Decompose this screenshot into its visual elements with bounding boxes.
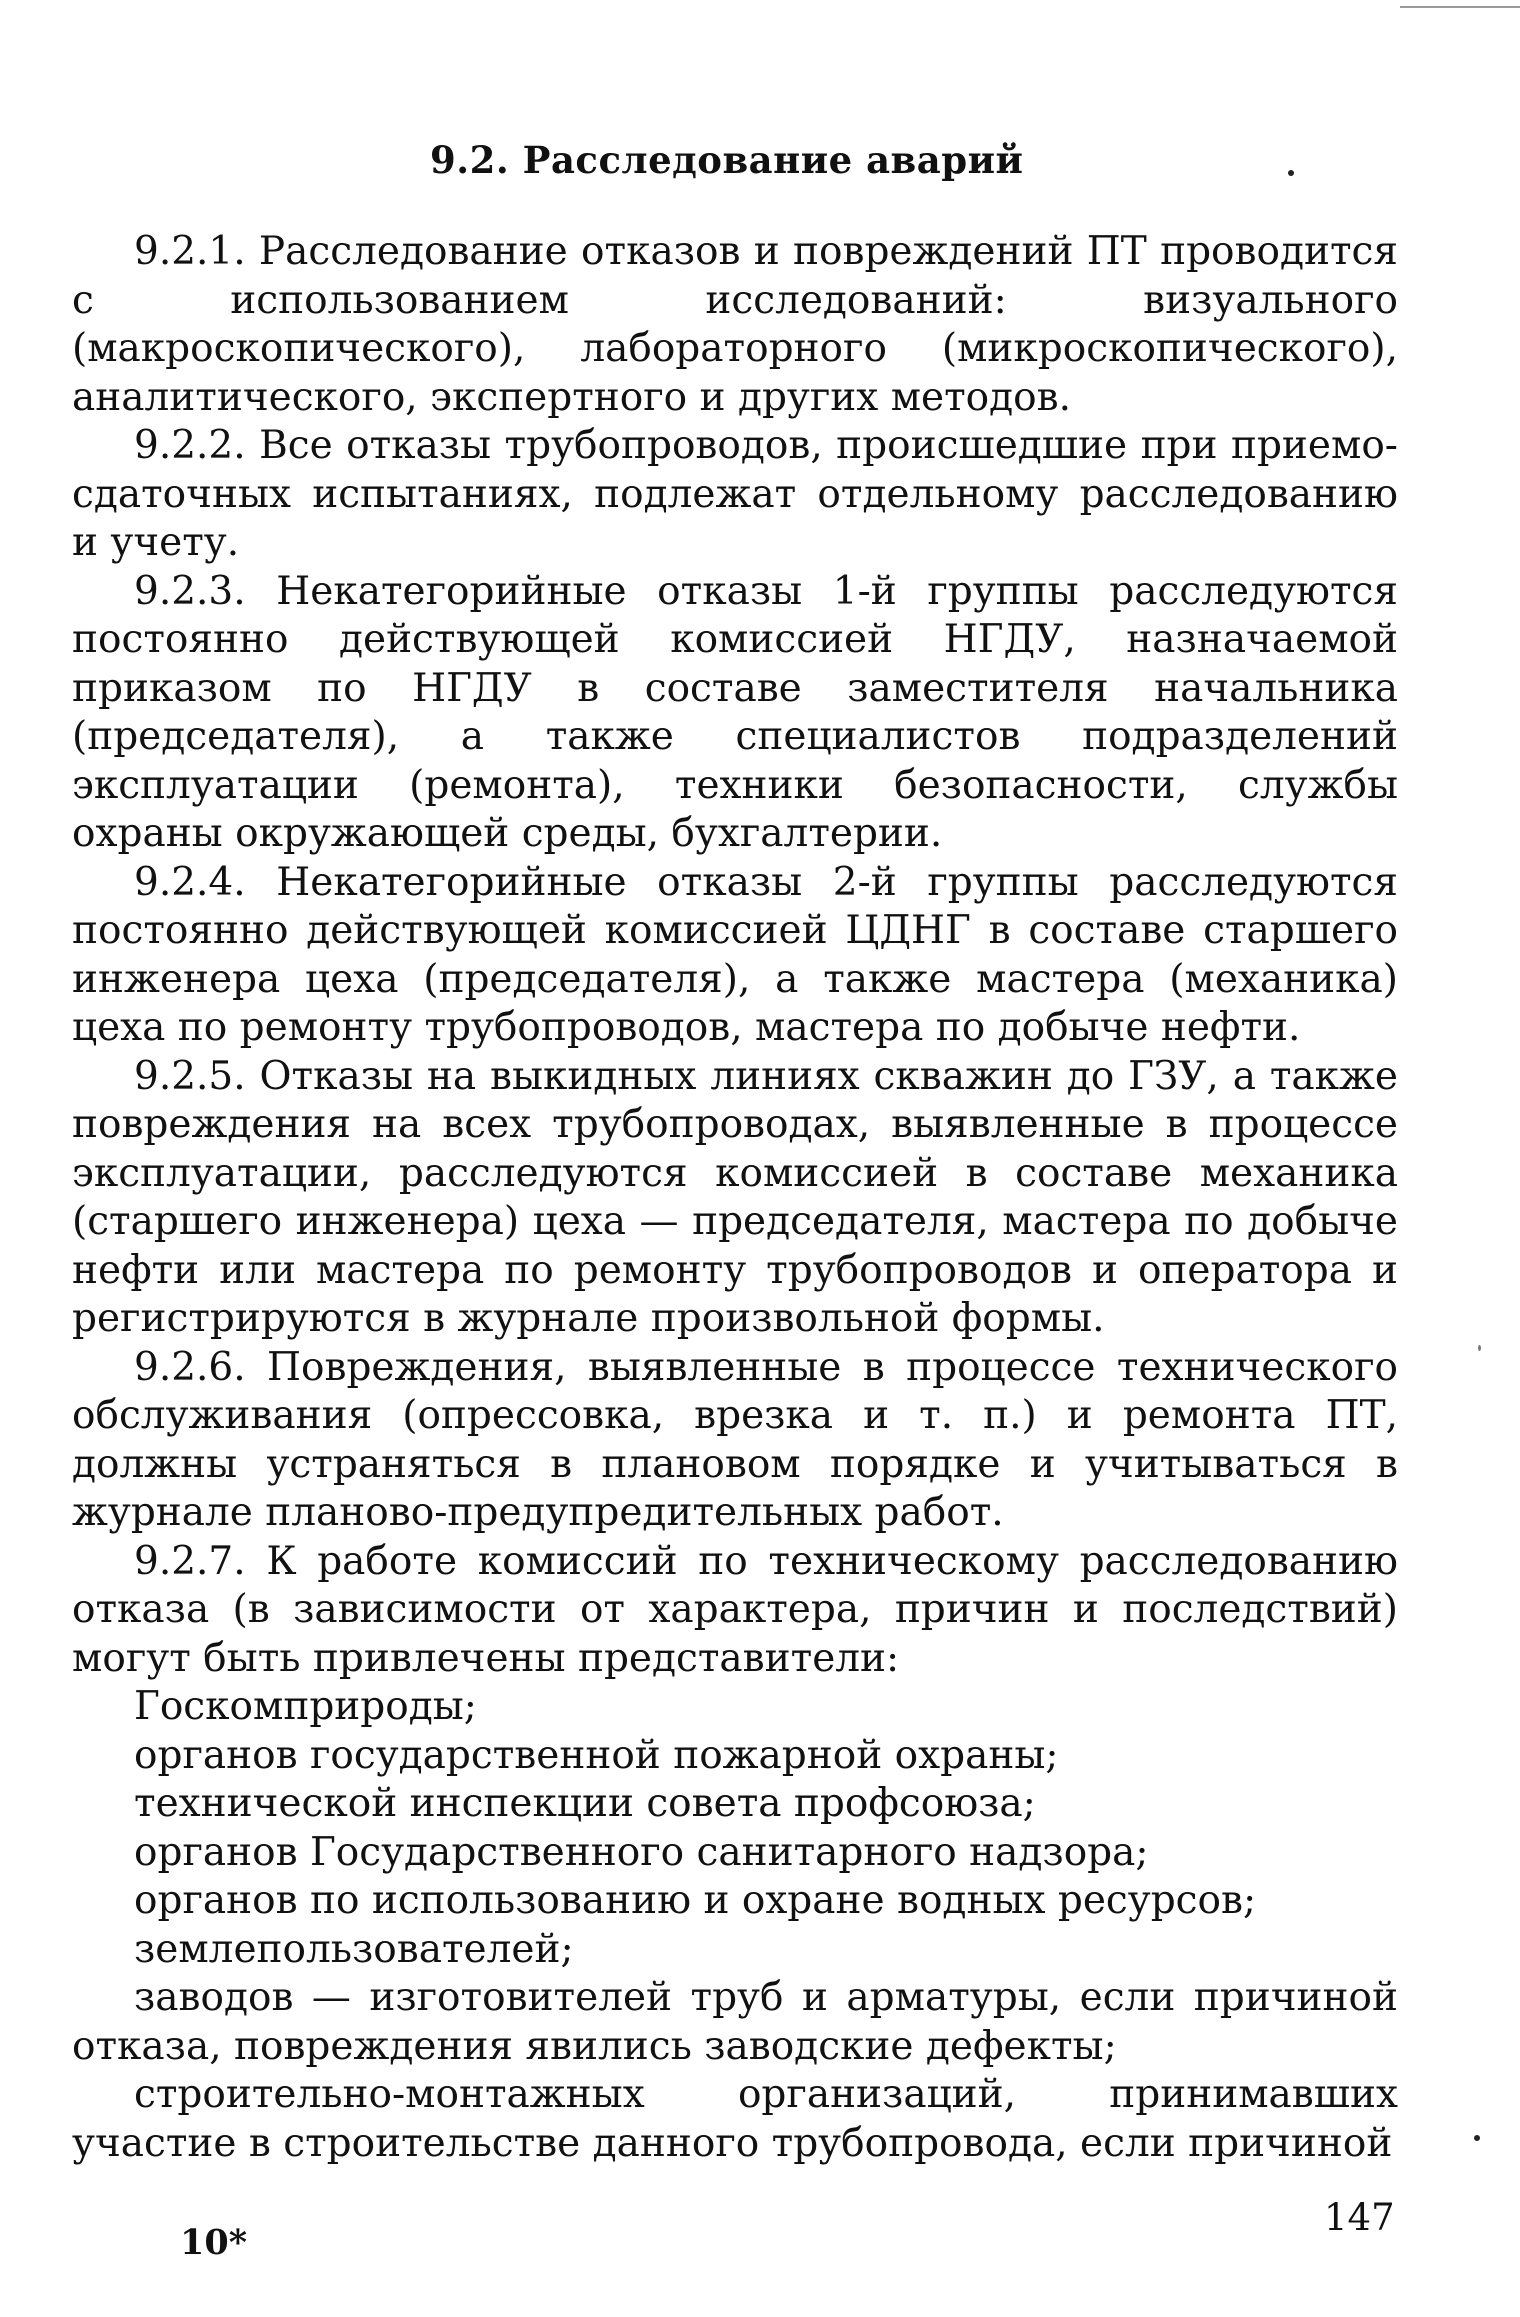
list-item: строительно-монтажных организаций, принимавших участие в строительстве данного трубопровода, если причиной bbox=[72, 2072, 1398, 2166]
list-item: органов по использованию и охране водных ресурсов; bbox=[134, 1878, 1257, 1923]
signature-mark: 10* bbox=[180, 2222, 248, 2263]
list-item: Госкомприроды; bbox=[134, 1684, 477, 1729]
paragraph-9-2-2: 9.2.2. Все отказы трубопроводов, происшедшие при приемо-сдаточных испытаниях, подлежат отдельному расследованию и учету. bbox=[72, 423, 1398, 565]
body-text bbox=[72, 228, 1398, 2168]
scan-speck bbox=[1474, 2135, 1480, 2141]
scan-edge-line bbox=[1400, 6, 1520, 8]
list-item: органов Государственного санитарного надзора; bbox=[134, 1829, 1149, 1875]
list-item: органов государственной пожарной охраны; bbox=[134, 1732, 1059, 1778]
list-item: технической инспекции совета профсоюза; bbox=[134, 1781, 1036, 1826]
paragraph-9-2-5: 9.2.5. Отказы на выкидных линиях скважин до ГЗУ, а также повреждения на всех трубопроводах, выявленные в процессе эксплуатации, расследуются комиссией в составе механика (старшего инженера) цеха — председателя, мастера по добыче нефти или мастера по ремонту трубопроводов и оператора и регистрируются в журнале произвольной формы. bbox=[72, 1053, 1398, 1341]
paragraph-9-2-6: 9.2.6. Повреждения, выявленные в процессе технического обслуживания (опрессовка, врезка и т. п.) и ремонта ПТ, должны устраняться в плановом порядке и учитываться в журнале планово-предупредительных работ. bbox=[72, 1344, 1398, 1535]
paragraph-9-2-7: 9.2.7. К работе комиссий по техническому расследованию отказа (в зависимости от характера, причин и последствий) могут быть привлечены представители: bbox=[72, 1538, 1398, 1681]
paragraph-9-2-3: 9.2.3. Некатегорийные отказы 1-й группы расследуются постоянно действующей комиссией НГДУ, назначаемой приказом по НГДУ в составе заместителя начальника (председателя), а также специалистов подразделений эксплуатации (ремонта), техники безопасности, службы охраны окружающей среды, бухгалтерии. bbox=[72, 568, 1398, 856]
list-item: землепользователей; bbox=[134, 1926, 574, 1972]
scan-speck bbox=[1288, 170, 1294, 176]
scan-speck bbox=[1478, 1345, 1481, 1351]
list-item: заводов — изготовителей труб и арматуры, если причиной отказа, повреждения явились заводские дефекты; bbox=[72, 1975, 1398, 2069]
section-heading: 9.2. Расследование аварий bbox=[430, 138, 1024, 182]
page-number: 147 bbox=[1324, 2196, 1395, 2239]
paragraph-9-2-1: 9.2.1. Расследование отказов и повреждений ПТ проводится с использованием исследований: визуального (макроскопического), лабораторного (микроскопического), аналитического, экспертного и других методов. bbox=[72, 229, 1398, 420]
paragraph-9-2-4: 9.2.4. Некатегорийные отказы 2-й группы расследуются постоянно действующей комиссией ЦДНГ в составе старшего инженера цеха (председателя), а также мастера (механика) цеха по ремонту трубопроводов, мастера по добыче нефти. bbox=[72, 859, 1398, 1050]
